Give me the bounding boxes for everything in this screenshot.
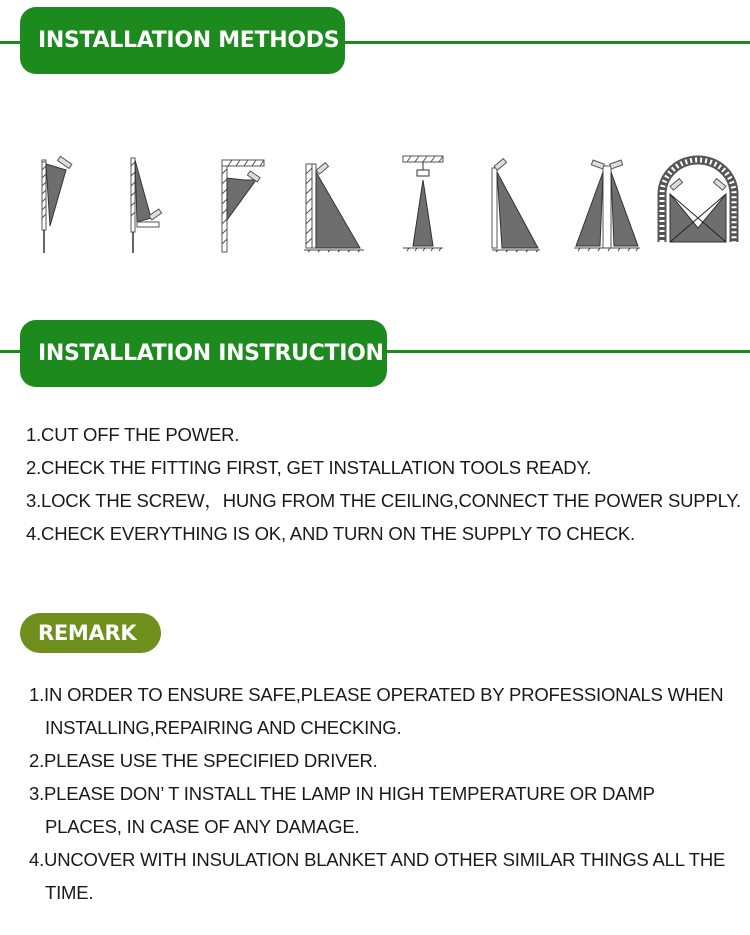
list-item: 1.CUT OFF THE POWER. (26, 424, 240, 445)
double-beam-icon (565, 145, 649, 255)
wall-mount-bracket-icon (111, 145, 195, 255)
list-item: 1.IN ORDER TO ENSURE SAFE,PLEASE OPERATED BY PROFESSIONALS WHEN INSTALLING,REPAIRING AND CHECKING. (29, 684, 724, 738)
remark-list (0, 678, 735, 909)
ceiling-hanging-icon (383, 145, 467, 255)
list-item: 2.CHECK THE FITTING FIRST, GET INSTALLATION TOOLS READY. (26, 457, 592, 478)
section-title-instruction: INSTALLATION INSTRUCTION (20, 320, 387, 387)
instruction-steps (26, 418, 741, 550)
wall-mount-side-icon (20, 145, 104, 255)
wall-arm-mount-icon (202, 145, 286, 255)
list-item: 4.UNCOVER WITH INSULATION BLANKET AND OTHER SIMILAR THINGS ALL THE TIME. (29, 849, 726, 903)
methods-header (0, 0, 750, 80)
section-title-methods: INSTALLATION METHODS (20, 7, 345, 74)
list-item: 2.PLEASE USE THE SPECIFIED DRIVER. (29, 750, 378, 771)
list-item: 3.PLEASE DON’ T INSTALL THE LAMP IN HIGH TEMPERATURE OR DAMP PLACES, IN CASE OF ANY DAMAGE. (29, 783, 655, 837)
installation-methods-diagrams (20, 145, 740, 255)
instruction-header (0, 318, 750, 390)
section-title-remark: REMARK (20, 613, 161, 653)
list-item: 4.CHECK EVERYTHING IS OK, AND TURN ON THE SUPPLY TO CHECK. (26, 523, 635, 544)
wall-beam-right-icon (474, 145, 558, 255)
tunnel-arch-icon (656, 145, 740, 255)
wall-beam-icon (293, 145, 377, 255)
list-item: 3.LOCK THE SCREW，HUNG FROM THE CEILING,CONNECT THE POWER SUPPLY. (26, 490, 741, 511)
